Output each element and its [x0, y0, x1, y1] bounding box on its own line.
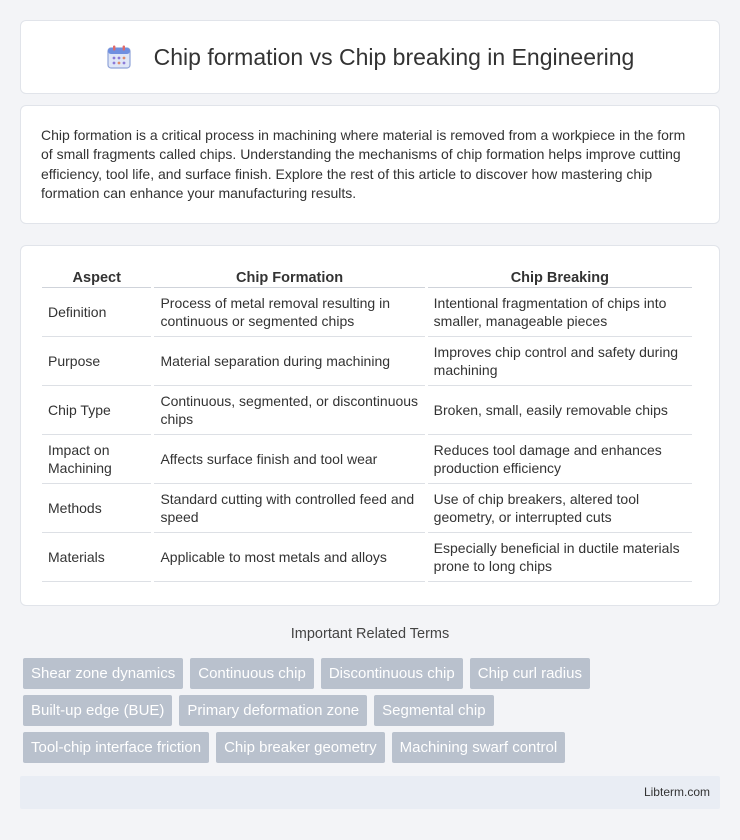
header-card	[20, 20, 720, 94]
table-cell: Impact on Machining	[42, 435, 151, 484]
table-cell: Reduces tool damage and enhances production efficiency	[428, 435, 692, 484]
tag-row	[23, 732, 723, 763]
table-cell: Improves chip control and safety during machining	[428, 337, 692, 386]
tag-shear-zone-dynamics[interactable]: Shear zone dynamics	[23, 658, 183, 689]
intro-card	[20, 105, 720, 224]
table-cell: Affects surface finish and tool wear	[154, 435, 424, 484]
table-row	[42, 533, 692, 582]
column-header-chip-breaking: Chip Breaking	[428, 268, 692, 288]
tag-chip-curl-radius[interactable]: Chip curl radius	[470, 658, 590, 689]
table-cell: Material separation during machining	[154, 337, 424, 386]
tag-continuous-chip[interactable]: Continuous chip	[190, 658, 314, 689]
column-header-chip-formation: Chip Formation	[154, 268, 424, 288]
table-cell: Process of metal removal resulting in continuous or segmented chips	[154, 288, 424, 337]
tag-machining-swarf-control[interactable]: Machining swarf control	[392, 732, 566, 763]
table-cell: Chip Type	[42, 386, 151, 435]
comparison-table	[39, 268, 695, 582]
tag-segmental-chip[interactable]: Segmental chip	[374, 695, 493, 726]
tag-chip-breaker-geometry[interactable]: Chip breaker geometry	[216, 732, 385, 763]
table-cell: Purpose	[42, 337, 151, 386]
tag-discontinuous-chip[interactable]: Discontinuous chip	[321, 658, 463, 689]
table-cell: Materials	[42, 533, 151, 582]
column-header-aspect: Aspect	[42, 268, 151, 288]
table-row	[42, 337, 692, 386]
table-header-row	[42, 268, 692, 288]
comparison-card	[20, 245, 720, 606]
footer-site-link[interactable]: Libterm.com	[643, 785, 710, 799]
footer	[20, 776, 720, 809]
table-cell: Especially beneficial in ductile materials prone to long chips	[428, 533, 692, 582]
table-cell: Standard cutting with controlled feed and speed	[154, 484, 424, 533]
table-cell: Use of chip breakers, altered tool geometry, or interrupted cuts	[428, 484, 692, 533]
table-cell: Definition	[42, 288, 151, 337]
tag-built-up-edge[interactable]: Built-up edge (BUE)	[23, 695, 172, 726]
table-row	[42, 435, 692, 484]
related-terms-list	[23, 658, 723, 769]
table-cell: Continuous, segmented, or discontinuous chips	[154, 386, 424, 435]
tag-primary-deformation-zone[interactable]: Primary deformation zone	[179, 695, 367, 726]
calendar-icon	[106, 44, 132, 70]
tag-tool-chip-interface-friction[interactable]: Tool-chip interface friction	[23, 732, 209, 763]
intro-text: Chip formation is a critical process in machining where material is removed from a workpiece in the form of small fragments called chips. Understanding the mechanisms of chip formation helps improve cutting efficiency, tool life, and surface finish. Explore the rest of this article to discover how mastering chip formation can enhance your manufacturing results.	[41, 127, 686, 202]
tag-row	[23, 658, 723, 689]
table-row	[42, 484, 692, 533]
table-row	[42, 288, 692, 337]
related-terms-title: Important Related Terms	[290, 626, 450, 642]
table-row	[42, 386, 692, 435]
table-cell: Methods	[42, 484, 151, 533]
table-cell: Broken, small, easily removable chips	[428, 386, 692, 435]
page-title: Chip formation vs Chip breaking in Engineering	[153, 43, 635, 70]
table-cell: Intentional fragmentation of chips into smaller, manageable pieces	[428, 288, 692, 337]
tag-row	[23, 695, 723, 726]
table-cell: Applicable to most metals and alloys	[154, 533, 424, 582]
